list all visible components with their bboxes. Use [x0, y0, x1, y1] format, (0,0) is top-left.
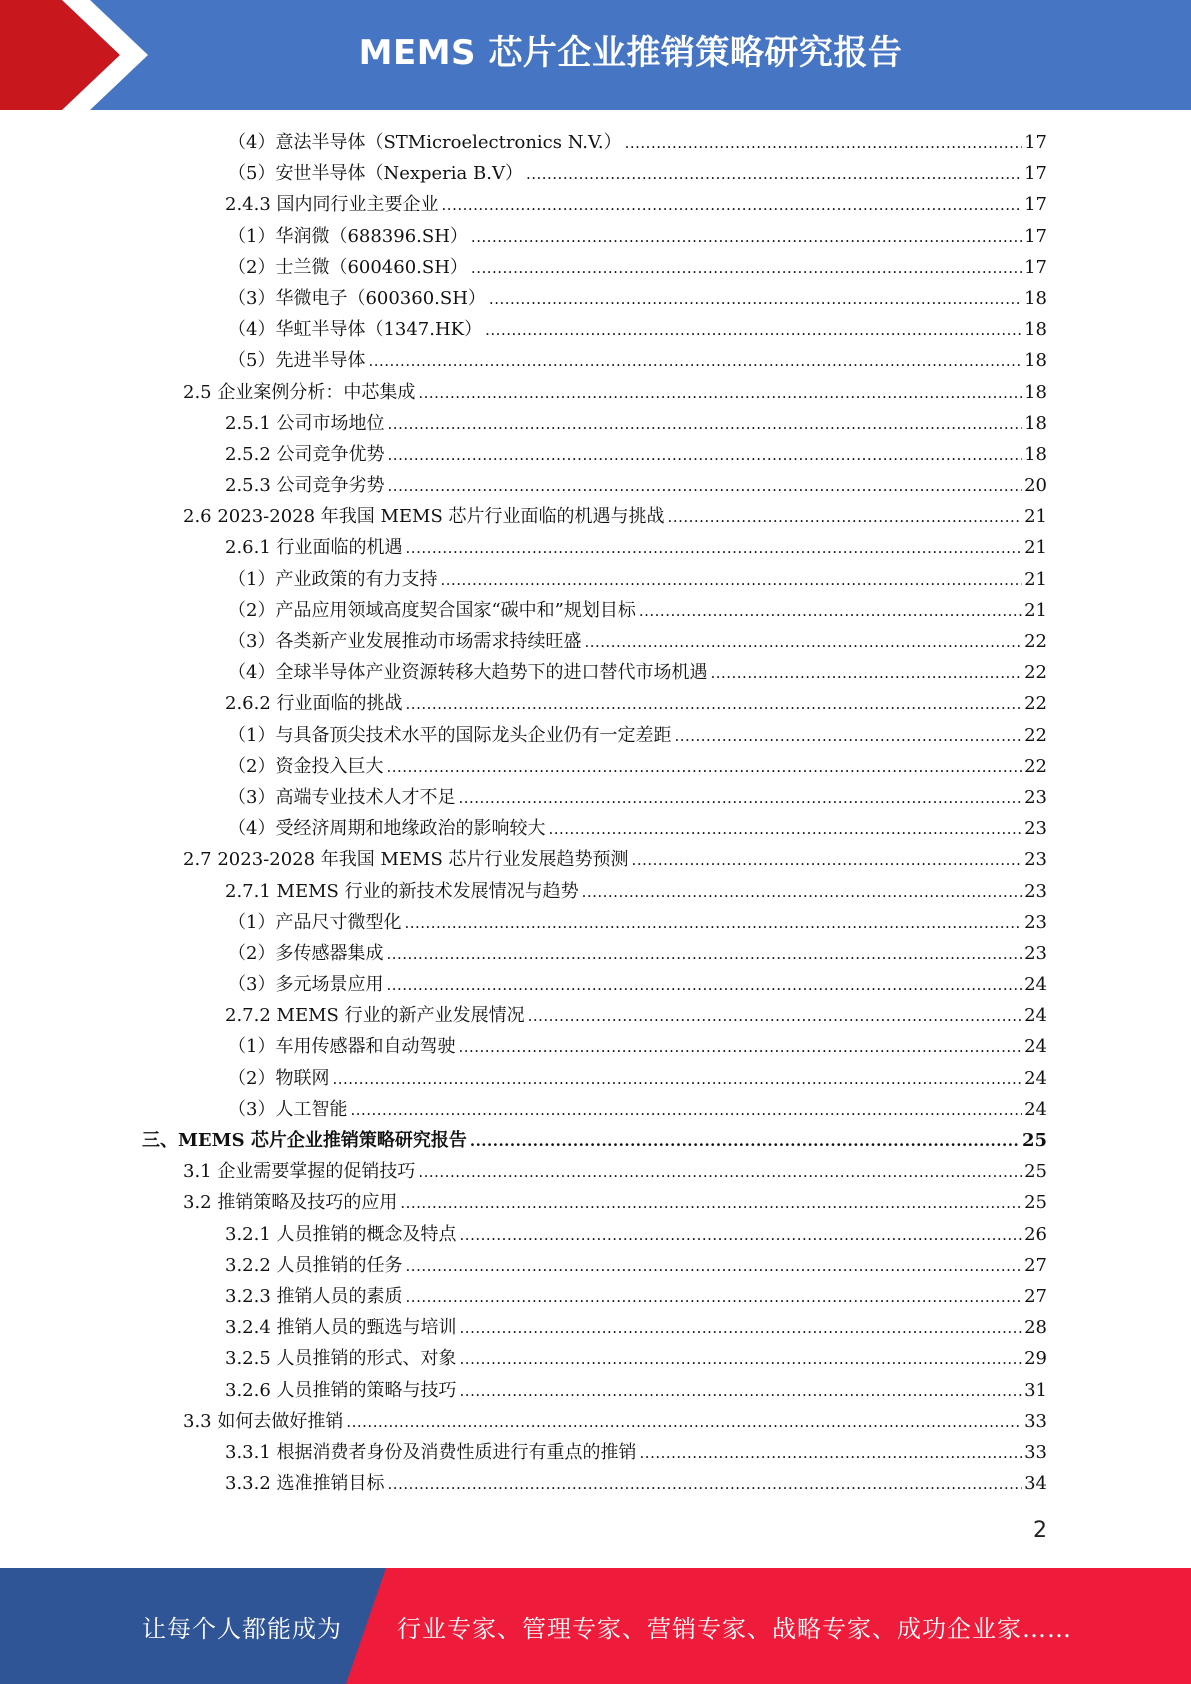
toc-entry-page: 17 [1024, 256, 1047, 278]
toc-entry-page: 22 [1024, 724, 1047, 746]
toc-entry-page: 24 [1024, 1067, 1047, 1089]
toc-dot-leader [350, 1095, 1022, 1126]
toc-dot-leader [548, 814, 1022, 845]
toc-entry[interactable] [0, 189, 1191, 220]
toc-entry[interactable] [0, 1187, 1191, 1218]
toc-entry-page: 22 [1024, 631, 1047, 652]
toc-entry-page: 27 [1024, 1285, 1047, 1307]
toc-entry[interactable] [0, 1468, 1191, 1499]
toc-entry-label: 2.5.2 公司竞争优势 [225, 443, 385, 465]
toc-entry-label: 3.3.1 根据消费者身份及消费性质进行有重点的推销 [225, 1441, 637, 1463]
toc-dot-leader [406, 1251, 1023, 1282]
toc-entry-page: 27 [1024, 1254, 1047, 1276]
toc-entry[interactable] [0, 283, 1191, 314]
toc-entry-label: 3.2.4 推销人员的甄选与培训 [225, 1317, 457, 1339]
toc-entry[interactable] [0, 377, 1191, 408]
footer-slogan-left: 让每个人都能成为 [142, 1615, 342, 1643]
toc-entry-page: 23 [1024, 786, 1047, 808]
toc-dot-leader [710, 658, 1022, 689]
toc-entry-label: （1）与具备顶尖技术水平的国际龙头企业仍有一定差距 [228, 724, 672, 746]
toc-dot-leader [346, 1407, 1022, 1438]
toc-entry-page: 22 [1024, 693, 1047, 715]
toc-dot-leader [668, 502, 1023, 533]
toc-dot-leader [388, 471, 1023, 502]
toc-dot-leader [440, 565, 1022, 596]
toc-entry-label: （3）人工智能 [228, 1098, 348, 1120]
toc-entry-page: 17 [1024, 194, 1047, 216]
toc-entry-page: 17 [1024, 132, 1047, 153]
toc-entry[interactable] [0, 221, 1191, 252]
toc-dot-leader [406, 1282, 1023, 1313]
toc-entry-page: 18 [1024, 350, 1047, 372]
toc-entry-label: （4）全球半导体产业资源转移大趋势下的进口替代市场机遇 [228, 662, 708, 684]
toc-entry-label: 2.6 2023-2028 年我国 MEMS 芯片行业面临的机遇与挑战 [183, 506, 665, 528]
toc-entry-label: 2.6.2 行业面临的挑战 [225, 693, 403, 715]
toc-entry[interactable] [0, 1063, 1191, 1094]
toc-entry-page: 24 [1024, 974, 1047, 996]
toc-entry[interactable] [0, 595, 1191, 626]
toc-entry-label: 3.2.5 人员推销的形式、对象 [225, 1348, 457, 1370]
toc-entry-label: （5）先进半导体 [228, 350, 366, 372]
page-header [0, 0, 1191, 110]
toc-dot-leader [674, 721, 1022, 752]
toc-entry-label: 2.7 2023-2028 年我国 MEMS 芯片行业发展趋势预测 [183, 849, 629, 871]
toc-entry-label: （4）受经济周期和地缘政治的影响较大 [228, 818, 546, 840]
toc-entry-page: 21 [1024, 506, 1047, 528]
toc-entry-label: （4）华虹半导体（1347.HK） [228, 319, 483, 341]
toc-dot-leader [460, 1344, 1023, 1375]
toc-entry[interactable] [0, 158, 1191, 189]
toc-entry[interactable] [0, 564, 1191, 595]
toc-entry-page: 22 [1024, 662, 1047, 684]
toc-dot-leader [388, 440, 1023, 471]
toc-entry[interactable] [0, 127, 1191, 158]
toc-entry-page: 18 [1024, 381, 1047, 403]
toc-entry-label: （3）高端专业技术人才不足 [228, 786, 456, 808]
toc-entry-label: 三、MEMS 芯片企业推销策略研究报告 [142, 1130, 467, 1151]
toc-entry[interactable] [0, 876, 1191, 907]
toc-entry[interactable] [0, 1125, 1191, 1156]
toc-entry-label: （2）产品应用领域高度契合国家“碳中和”规划目标 [228, 599, 636, 621]
toc-entry[interactable] [0, 813, 1191, 844]
toc-entry-label: （5）安世半导体（Nexperia B.V） [228, 163, 523, 185]
toc-entry[interactable] [0, 1031, 1191, 1062]
toc-dot-leader [458, 1032, 1022, 1063]
toc-dot-leader [404, 908, 1022, 939]
toc-entry[interactable] [0, 1281, 1191, 1312]
toc-entry-label: 3.3.2 选准推销目标 [225, 1473, 385, 1495]
toc-entry[interactable] [0, 657, 1191, 688]
toc-entry-label: 3.2 推销策略及技巧的应用 [183, 1192, 398, 1214]
toc-entry-label: 3.3 如何去做好推销 [183, 1410, 344, 1432]
toc-entry[interactable] [0, 782, 1191, 813]
toc-entry-label: 2.5.1 公司市场地位 [225, 412, 385, 434]
table-of-contents [0, 127, 1191, 1499]
toc-entry[interactable] [0, 751, 1191, 782]
toc-entry[interactable] [0, 1312, 1191, 1343]
toc-dot-leader [471, 253, 1022, 284]
toc-entry-label: 3.2.6 人员推销的策略与技巧 [225, 1379, 457, 1401]
toc-entry-page: 34 [1024, 1473, 1047, 1495]
toc-entry-label: （2）士兰微（600460.SH） [228, 256, 468, 278]
toc-entry[interactable] [0, 720, 1191, 751]
toc-entry-label: 2.7.1 MEMS 行业的新技术发展情况与趋势 [225, 880, 579, 902]
toc-entry[interactable] [0, 844, 1191, 875]
toc-entry[interactable] [0, 938, 1191, 969]
toc-entry-label: 3.2.3 推销人员的素质 [225, 1285, 403, 1307]
toc-dot-leader [418, 378, 1022, 409]
toc-dot-leader [584, 627, 1022, 658]
toc-dot-leader [418, 1157, 1022, 1188]
toc-entry[interactable] [0, 532, 1191, 563]
toc-dot-leader [639, 596, 1022, 627]
toc-entry-label: 3.2.2 人员推销的任务 [225, 1254, 403, 1276]
toc-entry-label: 2.5 企业案例分析：中芯集成 [183, 381, 416, 403]
toc-entry[interactable] [0, 1000, 1191, 1031]
toc-dot-leader [460, 1313, 1023, 1344]
toc-entry-label: （2）资金投入巨大 [228, 755, 384, 777]
toc-dot-leader [400, 1188, 1022, 1219]
toc-entry-page: 23 [1024, 818, 1047, 840]
toc-entry-label: 2.5.3 公司竞争劣势 [225, 475, 385, 497]
toc-dot-leader [485, 315, 1022, 346]
toc-entry-page: 24 [1024, 1005, 1047, 1027]
toc-entry-page: 18 [1024, 287, 1047, 309]
toc-entry-page: 25 [1024, 1192, 1047, 1214]
toc-entry[interactable] [0, 626, 1191, 657]
toc-entry[interactable] [0, 1094, 1191, 1125]
toc-entry-page: 24 [1024, 1036, 1047, 1058]
toc-entry-label: （2）多传感器集成 [228, 942, 384, 964]
toc-entry[interactable] [0, 501, 1191, 532]
toc-entry-page: 21 [1024, 599, 1047, 621]
toc-dot-leader [625, 128, 1022, 159]
toc-entry-page: 28 [1024, 1317, 1047, 1339]
toc-dot-leader [386, 970, 1022, 1001]
toc-entry-label: 2.7.2 MEMS 行业的新产业发展情况 [225, 1005, 525, 1027]
toc-entry-page: 18 [1024, 319, 1047, 341]
toc-entry-page: 31 [1024, 1379, 1047, 1401]
toc-entry[interactable] [0, 314, 1191, 345]
toc-entry-page: 25 [1021, 1130, 1047, 1151]
toc-dot-leader [386, 752, 1022, 783]
toc-dot-leader [460, 1376, 1023, 1407]
toc-dot-leader [386, 939, 1022, 970]
toc-entry-label: 2.4.3 国内同行业主要企业 [225, 194, 439, 216]
toc-entry-page: 20 [1024, 475, 1047, 497]
toc-dot-leader [632, 845, 1023, 876]
toc-dot-leader [489, 284, 1022, 315]
toc-entry-label: （1）华润微（688396.SH） [228, 225, 468, 247]
toc-entry-label: （1）产品尺寸微型化 [228, 911, 402, 933]
toc-entry-page: 18 [1024, 443, 1047, 465]
toc-dot-leader [406, 689, 1023, 720]
toc-entry-page: 17 [1024, 225, 1047, 247]
toc-dot-leader [582, 877, 1023, 908]
toc-entry[interactable] [0, 969, 1191, 1000]
toc-entry-label: （1）产业政策的有力支持 [228, 568, 438, 590]
toc-entry-page: 22 [1024, 755, 1047, 777]
toc-entry[interactable] [0, 345, 1191, 376]
toc-entry-page: 21 [1024, 537, 1047, 559]
toc-entry-label: （2）物联网 [228, 1067, 330, 1089]
toc-dot-leader [526, 159, 1022, 190]
toc-entry-page: 21 [1024, 568, 1047, 590]
toc-dot-leader [471, 222, 1022, 253]
toc-entry[interactable] [0, 1343, 1191, 1374]
toc-entry[interactable] [0, 1375, 1191, 1406]
toc-entry[interactable] [0, 439, 1191, 470]
toc-entry-page: 23 [1024, 880, 1047, 902]
footer-slogan-right: 行业专家、管理专家、营销专家、战略专家、成功企业家…… [397, 1615, 1072, 1643]
toc-dot-leader [442, 190, 1023, 221]
page-number: 2 [1033, 1518, 1047, 1543]
toc-dot-leader [388, 409, 1023, 440]
toc-entry-label: （3）多元场景应用 [228, 974, 384, 996]
toc-entry-page: 33 [1024, 1441, 1047, 1463]
toc-entry[interactable] [0, 688, 1191, 719]
toc-entry-page: 26 [1024, 1223, 1047, 1245]
toc-entry-label: （4）意法半导体（STMicroelectronics N.V.） [228, 132, 622, 153]
toc-entry[interactable] [0, 470, 1191, 501]
toc-entry[interactable] [0, 1219, 1191, 1250]
toc-dot-leader [460, 1220, 1023, 1251]
toc-entry-label: （3）华微电子（600360.SH） [228, 287, 486, 309]
toc-entry-label: （1）车用传感器和自动驾驶 [228, 1036, 456, 1058]
document-title: MEMS 芯片企业推销策略研究报告 [358, 33, 903, 73]
toc-dot-leader [470, 1126, 1020, 1157]
toc-entry[interactable] [0, 1156, 1191, 1187]
toc-entry-page: 18 [1024, 412, 1047, 434]
toc-entry-page: 24 [1024, 1098, 1047, 1120]
toc-entry-page: 25 [1024, 1161, 1047, 1183]
toc-entry[interactable] [0, 408, 1191, 439]
toc-entry-label: 3.1 企业需要掌握的促销技巧 [183, 1161, 416, 1183]
toc-entry-page: 33 [1024, 1410, 1047, 1432]
toc-entry-page: 23 [1024, 942, 1047, 964]
toc-entry[interactable] [0, 907, 1191, 938]
toc-entry-label: （3）各类新产业发展推动市场需求持续旺盛 [228, 631, 582, 652]
toc-entry-label: 3.2.1 人员推销的概念及特点 [225, 1223, 457, 1245]
toc-entry-page: 29 [1024, 1348, 1047, 1370]
toc-entry[interactable] [0, 1406, 1191, 1437]
toc-entry-page: 17 [1024, 163, 1047, 185]
toc-entry-label: 2.6.1 行业面临的机遇 [225, 537, 403, 559]
toc-dot-leader [368, 346, 1022, 377]
toc-dot-leader [406, 533, 1023, 564]
toc-entry-page: 23 [1024, 911, 1047, 933]
toc-dot-leader [640, 1438, 1023, 1469]
toc-dot-leader [332, 1064, 1022, 1095]
toc-entry[interactable] [0, 252, 1191, 283]
toc-entry-page: 23 [1024, 849, 1047, 871]
toc-dot-leader [388, 1469, 1023, 1500]
toc-entry[interactable] [0, 1437, 1191, 1468]
page-footer [0, 1568, 1191, 1684]
toc-dot-leader [528, 1001, 1023, 1032]
toc-entry[interactable] [0, 1250, 1191, 1281]
toc-dot-leader [458, 783, 1022, 814]
